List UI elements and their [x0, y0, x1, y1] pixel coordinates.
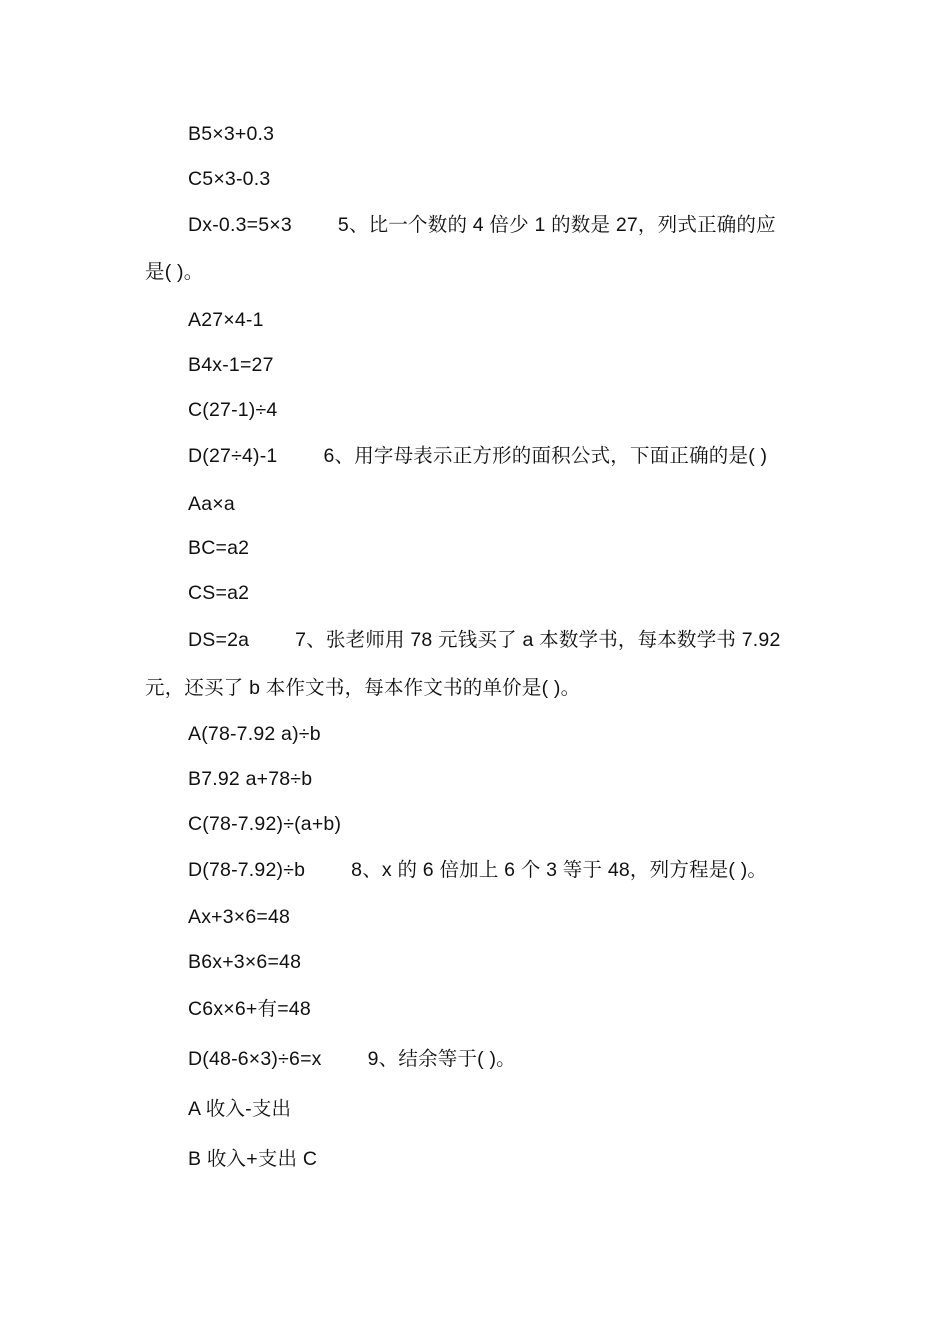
text: Ax+3×6=48: [188, 906, 291, 928]
option-d-q8: D(48-6×3)÷6=x: [188, 1048, 322, 1070]
option-a-q8: [188, 905, 290, 929]
option-d-q7-with-question-8: [188, 858, 767, 882]
option-d-q7: D(78-7.92)÷b: [188, 859, 306, 881]
text: B4x-1=27: [188, 354, 274, 376]
text: A27×4-1: [188, 309, 264, 331]
option-d-q6: DS=2a: [188, 629, 250, 651]
question-7: 7、张老师用 78 元钱买了 a 本数学书，每本数学书 7.92: [295, 629, 781, 651]
question-9: 9、结余等于( )。: [367, 1048, 516, 1070]
text: C5×3-0.3: [188, 168, 271, 190]
text: Aa×a: [188, 493, 235, 515]
option-c-q8: [188, 997, 311, 1021]
option-b-q6: [188, 536, 249, 560]
option-b-q8: [188, 950, 301, 974]
option-d-q6-with-question-7: [188, 628, 781, 652]
option-d-q4: Dx-0.3=5×3: [188, 214, 292, 236]
text: B 收入+支出 C: [188, 1148, 318, 1170]
text: C6x×6+有=48: [188, 998, 311, 1020]
option-b-q7: [188, 767, 312, 791]
text: C(27-1)÷4: [188, 399, 278, 421]
question-7-continuation: [145, 676, 580, 700]
text: B6x+3×6=48: [188, 951, 302, 973]
option-b-q9: [188, 1147, 317, 1171]
question-5-continuation: [145, 260, 203, 284]
option-c-q4: [188, 167, 270, 191]
option-c-q6: [188, 581, 249, 605]
text: C(78-7.92)÷(a+b): [188, 813, 342, 835]
text: A(78-7.92 a)÷b: [188, 723, 321, 745]
option-a-q7: [188, 722, 321, 746]
text: 是( )。: [145, 261, 204, 283]
option-a-q9: [188, 1097, 291, 1121]
option-a-q6: [188, 492, 235, 516]
option-b-q4: [188, 122, 274, 146]
text: A 收入-支出: [188, 1098, 292, 1120]
option-c-q7: [188, 812, 341, 836]
text: CS=a2: [188, 582, 250, 604]
text: B7.92 a+78÷b: [188, 768, 313, 790]
option-c-q5: [188, 398, 277, 422]
option-d-q4-with-question-5: [188, 213, 776, 237]
question-5: 5、比一个数的 4 倍少 1 的数是 27，列式正确的应: [337, 214, 776, 236]
option-d-q5: D(27÷4)-1: [188, 445, 278, 467]
option-a-q5: [188, 308, 264, 332]
text: 元，还买了 b 本作文书，每本作文书的单价是( )。: [145, 677, 581, 699]
question-6: 6、用字母表示正方形的面积公式，下面正确的是( ): [323, 445, 768, 467]
option-d-q5-with-question-6: [188, 444, 767, 468]
question-8: 8、x 的 6 倍加上 6 个 3 等于 48，列方程是( )。: [351, 859, 768, 881]
option-d-q8-with-question-9: [188, 1047, 516, 1071]
text: BC=a2: [188, 537, 250, 559]
text: B5×3+0.3: [188, 123, 275, 145]
option-b-q5: [188, 353, 274, 377]
